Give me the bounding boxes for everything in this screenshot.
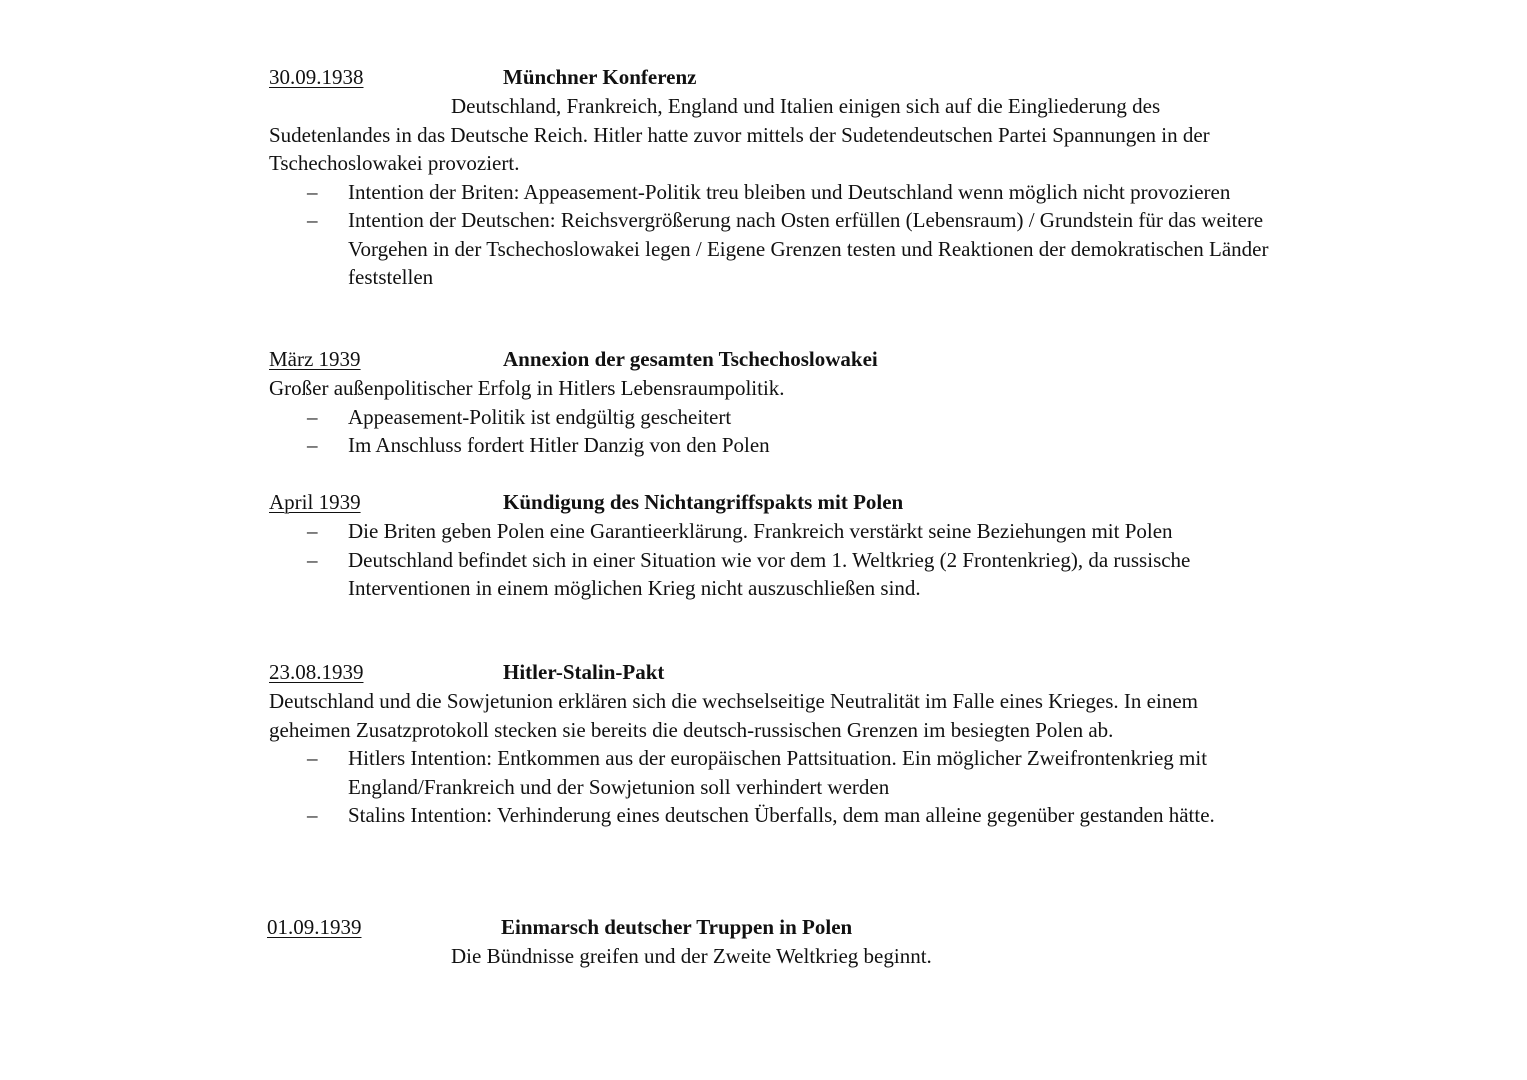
dash-bullet: – (307, 179, 318, 204)
timeline-entry-einmarsch (267, 913, 1277, 971)
entry-heading-row (267, 913, 1277, 942)
list-item (307, 744, 1279, 801)
entry-title: Hitler-Stalin-Pakt (503, 660, 665, 684)
list-item-text: Hitlers Intention: Entkommen aus der europäischen Pattsituation. Ein möglicher Zweifrontenkrieg mit England/Frankreich und der Sowjetunion soll verhindert werden (348, 746, 1208, 799)
timeline-entry-annexion (269, 345, 1279, 460)
dash-bullet: – (307, 208, 318, 232)
entry-heading-row (269, 63, 1279, 92)
list-item (307, 206, 1279, 292)
list-item-text: Im Anschluss fordert Hitler Danzig von den Polen (348, 433, 770, 457)
entry-text: Die Bündnisse greifen und der Zweite Weltkrieg beginnt. (451, 944, 932, 968)
list-item-text: Deutschland befindet sich in einer Situation wie vor dem 1. Weltkrieg (2 Frontenkrieg), da russische Interventionen in einem möglichen Krieg nicht auszuschließen sind. (348, 547, 1191, 600)
entry-bullet-list (269, 178, 1279, 292)
list-item (307, 403, 1279, 432)
dash-bullet: – (307, 433, 318, 457)
entry-date: 23.08.1939 (269, 660, 364, 684)
entry-date: März 1939 (269, 347, 361, 371)
list-item (307, 431, 1279, 460)
dash-bullet: – (307, 803, 318, 827)
dash-bullet: – (307, 519, 318, 543)
list-item-text: Stalins Intention: Verhinderung eines deutschen Überfalls, dem man alleine gegenüber gestanden hätte. (348, 803, 1215, 827)
list-item-text: Die Briten geben Polen eine Garantieerklärung. Frankreich verstärkt seine Beziehungen mit Polen (348, 519, 1173, 543)
entry-bullet-list (269, 517, 1279, 603)
dash-bullet: – (307, 547, 318, 572)
entry-heading-row (269, 658, 1279, 687)
timeline-entry-muenchner-konferenz (269, 63, 1279, 292)
entry-date: April 1939 (269, 490, 361, 514)
entry-title: Annexion der gesamten Tschechoslowakei (503, 347, 878, 371)
entry-bullet-list (269, 744, 1279, 830)
entry-text: Großer außenpolitischer Erfolg in Hitlers Lebensraumpolitik. (269, 376, 785, 400)
dash-bullet: – (307, 404, 318, 429)
list-item-text: Intention der Deutschen: Reichsvergrößerung nach Osten erfüllen (Lebensraum) / Grundstein für das weitere Vorgehen in der Tschechoslowakei legen / Eigene Grenzen testen und Reaktionen der demokratischen Länder feststellen (348, 208, 1269, 289)
timeline-entry-hitler-stalin-pakt (269, 658, 1279, 830)
entry-title: Münchner Konferenz (503, 65, 697, 89)
entry-text: Deutschland, Frankreich, England und Italien einigen sich auf die Eingliederung des Sudetenlandes in das Deutsche Reich. Hitler hatte zuvor mittels der Sudetendeutschen Partei Spannungen in der Tschechoslowakei provoziert. (269, 94, 1210, 175)
entry-heading-row (269, 345, 1279, 374)
list-item (307, 517, 1279, 546)
entry-bullet-list (269, 403, 1279, 460)
dash-bullet: – (307, 746, 318, 770)
entry-title: Kündigung des Nichtangriffspakts mit Polen (503, 490, 904, 514)
timeline-entry-nichtangriffspakt (269, 488, 1279, 603)
entry-date: 01.09.1939 (267, 915, 362, 939)
list-item (307, 178, 1279, 207)
list-item-text: Intention der Briten: Appeasement-Politik treu bleiben und Deutschland wenn möglich nicht provozieren (348, 179, 1231, 204)
list-item-text: Appeasement-Politik ist endgültig gescheitert (348, 404, 732, 429)
entry-title: Einmarsch deutscher Truppen in Polen (501, 915, 853, 939)
entry-date: 30.09.1938 (269, 65, 364, 89)
list-item (307, 546, 1279, 603)
list-item (307, 801, 1279, 830)
entry-heading-row (269, 488, 1279, 517)
entry-text: Deutschland und die Sowjetunion erklären sich die wechselseitige Neutralität im Falle eines Krieges. In einem geheimen Zusatzprotokoll stecken sie bereits die deutsch-russischen Grenzen im besiegten Polen ab. (269, 689, 1198, 742)
